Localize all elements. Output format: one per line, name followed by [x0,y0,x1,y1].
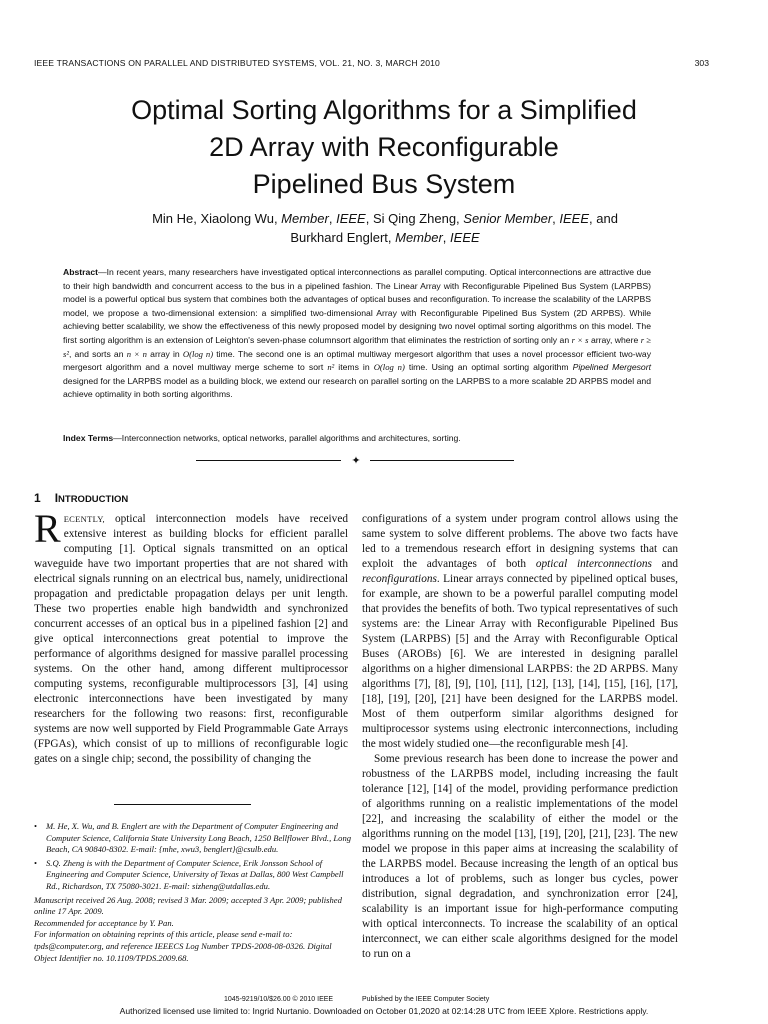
abstract-text: array, where [588,334,641,345]
copyright-line: 1045-9219/10/$26.00 © 2010 IEEE [224,996,334,1003]
bullet-icon: • [34,857,38,868]
author-org: IEEE [336,211,366,226]
paragraph: Some previous research has been done to increase the power and robustness of the LARPBS model, including increasing the fault tolerance [12], [14] of the model, providing performance prediction of algorithms running on a realistic implementations of the model [22], and increasing the scalability of either the model or the algorithms running on the model [13], [19], [20], [21], [23]. The new model we propose in this paper aims at increasing the scalability of the LARPBS model. Because increasing the length of an optical bus introduces a lot of problems, such as longer bus cycles, power distribution, signal degradation, and synchronization error [24], scalability is an important issue for high-performance computing with optical interconnects. To increase the scalability of an optical interconnect, we can either scale algorithms designed for the model to run on a [362,753,678,960]
author-role: Member [281,211,329,226]
drop-cap: R [34,506,61,551]
publisher-line: Published by the IEEE Computer Society [362,996,490,1003]
abstract-emphasis: Pipelined Mergesort [572,362,651,373]
math: n² [327,362,335,373]
author-org: IEEE [450,230,480,245]
index-terms [63,432,651,446]
abstract-text: array in [146,348,183,359]
section-title-initial: I [54,491,59,505]
separator: , [442,230,451,245]
abstract-text: —In recent years, many researchers have investigated optical interconnections as parallel computing. Optical interconnections are attractive due to their high bandwidth and concurrent access to the bus in a pipelined fashion. The Linear Array with Reconfigurable Pipelined Bus System (LARPBS) model is a powerful optical bus system that combines both the advantages of optical buses and reconfiguration. To increase the scalability of the LARPBS model, we propose a two-dimensional extension: a simplified two-dimensional Array with Reconfigurable Pipelined Bus System (2D ARPBS). While achieving better scalability, we show the effectiveness of this newly proposed model by designing two novel optimal sorting algorithms on this model. The first sorting algorithm is an extension of Leighton's seven-phase columnsort algorithm that eliminates the restriction of sorting only an [63,267,651,345]
abstract [63,266,651,402]
abstract-text: time. Using an optimal sorting algorithm [404,362,573,373]
abstract-text: designed for the LARPBS model as a building block, we extend our research on parallel sorting on the LARPBS to a more scalable 2D ARPBS model and achieve optimality in both sorting algorithms. [63,375,651,400]
footnote-text: S.Q. Zheng is with the Department of Computer Science, Erik Jonsson School of Engineering and Computer Science, University of Texas at Dallas, 800 West Campbell Rd., Richardson, TX 75080-3021. E-mail: sizheng@utdallas.edu. [46,857,344,891]
paragraph-text: . Linear arrays connected by pipelined optical buses, for example, are shown to be a powerful parallel computing model that provides the benefits of both. Two typical representatives of such systems are: the Linear Array with Reconfigurable Pipelined Bus System (LARPBS) [5] and the Array with Reconfigurable Optical Buses (AROBs) [6]. We are interested in designing parallel algorithms on a higher dimensional LARPBS: the 2D ARPBS. Many algorithms [7], [8], [9], [10], [11], [12], [13], [14], [15], [16], [17], [18], [19], [20], [21] have been designed for the LARPBS model. Most of them outperform similar algorithms designed for multiprocessor systems using electronic interconnections, including the most widely studied one—the reconfigurable mesh [4]. [362,573,678,750]
running-head: IEEE TRANSACTIONS ON PARALLEL AND DISTRIBUTED SYSTEMS, VOL. 21, NO. 3, MARCH 2010 [34,58,440,68]
separator: , [328,211,337,226]
title-line: Pipelined Bus System [252,169,516,199]
author-names: Min He, Xiaolong Wu, [152,211,282,226]
footnote-text: For information on obtaining reprints of this article, please send e-mail to: tpds@computer.org, and reference IEEECS Log Number TPDS-2008-08-0326. Digital Object Identifier no. 10.1109/TPDS.2009.68. [34,929,332,963]
math: O(log n) [373,362,405,373]
footnote-text: M. He, X. Wu, and B. Englert are with the Department of Computer Engineering and Computer Science, California State University Long Beach, 1250 Bellflower Blvd., Long Beach, CA 90840-8302. E-mail: {mhe, xwu3, benglert}@csulb.edu. [46,821,352,855]
left-column [34,506,348,767]
right-column [362,512,678,962]
paragraph-text: optical interconnection models have received extensive interest as building blocks for efficient parallel computing [1]. Optical signals transmitted on an optical waveguide have two important properties that are not shared with electrical signals running on an electrical bus, namely, unidirectional propagation and predictable propagation delays per unit length. These two properties enable high bandwidth and synchronized concurrent accesses of an optical bus in a pipelined fashion [2] and give optical interconnections great potential to improve the performance of algorithms designed for massive parallel processing systems. On the other hand, among different multiprocessor computing systems, reconfigurable multiprocessors [3], [4] using electronic interconnections have been investigated by many researchers for the following two reasons: first, reconfigurable systems are now well supported by Field Programmable Gate Arrays (FPGAs), which consist of up to millions of reconfigurable logic gates on a single chip; second, the possibility of changing the [34,513,348,765]
paper-title [0,92,768,203]
index-terms-text: —Interconnection networks, optical networks, parallel algorithms and architectures, sorting. [113,433,461,443]
footnote-item [34,858,352,893]
emphasis: reconfigurations [362,573,437,585]
abstract-label: Abstract [63,267,98,277]
footnote-text: Recommended for acceptance by Y. Pan. [34,917,174,928]
math: O(log n) [182,348,214,359]
abstract-text: , and sorts an [68,348,127,359]
title-line: 2D Array with Reconfigurable [209,132,559,162]
paragraph [34,506,348,767]
page-number: 303 [694,58,709,68]
author-names: Burkhard Englert, [290,230,396,245]
separator-rule-left [196,460,341,461]
section-heading [34,491,128,505]
section-title-rest: NTRODUCTION [58,494,129,505]
license-notice: Authorized licensed use limited to: Ingrid Nurtanio. Downloaded on October 01,2020 at 02:14:28 UTC from IEEE Xplore. Restrictions apply. [119,1006,649,1016]
author-names: , and [589,211,618,226]
index-terms-label: Index Terms [63,433,114,443]
math: n × n [126,348,147,359]
bullet-icon: • [34,821,38,831]
author-role: Senior Member [463,211,553,226]
title-line: Optimal Sorting Algorithms for a Simplified [131,95,637,125]
math: r × s [571,334,589,345]
smallcaps-lead: ECENTLY, [63,514,105,524]
footnote-rule [114,804,251,805]
section-number: 1 [34,491,41,505]
author-org: IEEE [559,211,590,226]
author-role: Member [395,230,443,245]
separator-rule-right [370,460,514,461]
math: r ≥ s² [63,334,652,359]
footnote-text: Manuscript received 26 Aug. 2008; revised 3 Mar. 2009; accepted 3 Apr. 2009; published online 17 Apr. 2009. [34,894,342,917]
abstract-text: items in [334,362,374,373]
author-list [40,209,730,247]
emphasis: optical interconnections [535,558,652,570]
paragraph-text: and [651,558,678,570]
footnote-item [34,821,352,856]
paragraph [362,512,678,752]
separator-ornament-icon: ✦ [351,455,361,467]
footnotes [34,821,352,964]
abstract-text: time. The second one is an optimal multiway mergesort algorithm that uses a novel processor efficient two-way mergesort algorithm and a novel multiway merge scheme to sort [63,348,652,373]
author-names: , Si Qing Zheng, [365,211,464,226]
paragraph-text: configurations of a system under program control allows using the same system to solve different problems. The above two facts have led to a tremendous research effort in designing systems that can exploit the advantages of both [362,513,678,570]
separator: , [552,211,560,226]
